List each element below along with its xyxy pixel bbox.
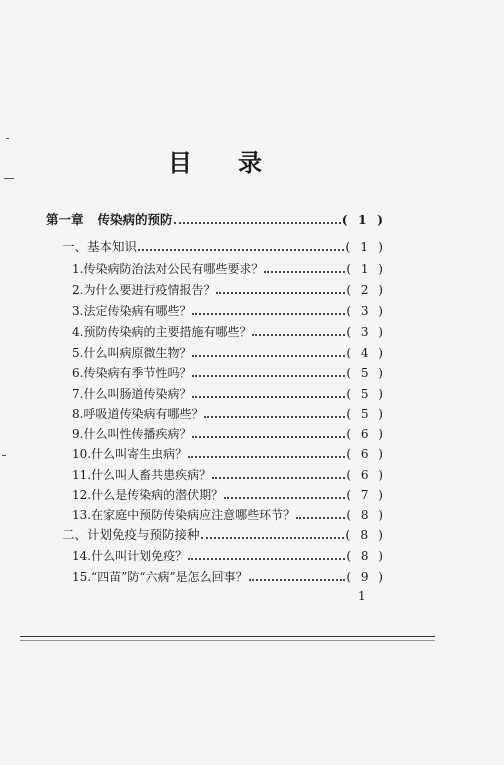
item-title: 9.什么叫性传播疾病？ (72, 427, 192, 441)
item-title: 11.什么叫人畜共患疾病？ (72, 468, 212, 482)
toc-section-2 (62, 526, 386, 544)
chapter-title: 传染病的预防 (97, 212, 173, 227)
section-title: 二、计划免疫与预防接种 (62, 527, 200, 542)
dot-leader (224, 486, 345, 499)
toc-item (72, 506, 386, 524)
item-title: 4.预防传染病的主要措施有哪些？ (72, 325, 252, 339)
dot-leader (201, 526, 345, 539)
item-title: 8.呼吸道传染病有哪些？ (72, 407, 204, 421)
bottom-rule (20, 636, 435, 637)
item-title: 5.什么叫病原微生物？ (72, 346, 192, 360)
item-page: ( 6 ) (346, 447, 386, 461)
item-title: 1.传染病防治法对公民有哪些要求？ (72, 262, 264, 276)
item-page: ( 6 ) (346, 427, 386, 441)
toc-item (72, 425, 386, 443)
item-title: 14.什么叫计划免疫？ (72, 549, 188, 563)
item-page: ( 3 ) (346, 325, 386, 339)
toc-item (72, 466, 386, 484)
toc-item (72, 385, 386, 403)
dot-leader (249, 568, 346, 581)
dot-leader (252, 323, 345, 336)
item-title: 3.法定传染病有哪些？ (72, 304, 192, 318)
scan-mark (2, 455, 6, 456)
toc-item (72, 323, 386, 341)
item-page: ( 8 ) (346, 549, 386, 563)
item-title: 13.在家庭中预防传染病应注意哪些环节？ (72, 508, 296, 522)
dot-leader (216, 281, 345, 294)
item-page: ( 4 ) (346, 346, 386, 360)
item-page: ( 1 ) (346, 262, 386, 276)
toc-section-1 (62, 238, 386, 256)
toc-item (72, 260, 386, 278)
dot-leader (296, 506, 345, 519)
dot-leader (188, 547, 345, 560)
dot-leader (192, 425, 345, 438)
item-title: 15.“四苗”防“六病”是怎么回事？ (72, 570, 248, 584)
item-title: 7.什么叫肠道传染病？ (72, 387, 192, 401)
toc-item (72, 302, 386, 320)
item-page: ( 7 ) (346, 488, 386, 502)
item-title: 10.什么叫寄生虫病？ (72, 447, 188, 461)
dot-leader (138, 238, 344, 251)
item-title: 6.传染病有季节性吗？ (72, 366, 192, 380)
dot-leader (174, 211, 341, 224)
item-page: ( 5 ) (346, 407, 386, 421)
title-char-2: 录 (238, 148, 262, 177)
toc-item (72, 568, 386, 586)
item-page: ( 2 ) (346, 283, 386, 297)
dot-leader (192, 385, 345, 398)
item-page: ( 9 ) (346, 570, 386, 584)
item-title: 2.为什么要进行疫情报告？ (72, 283, 216, 297)
item-page: ( 6 ) (346, 468, 386, 482)
page-number: 1 (358, 589, 366, 603)
dot-leader (188, 445, 345, 458)
toc-item (72, 281, 386, 299)
dot-leader (264, 260, 345, 273)
item-page: ( 5 ) (346, 387, 386, 401)
item-page: ( 5 ) (346, 366, 386, 380)
title-char-1: 目 (168, 148, 192, 177)
scan-mark (4, 178, 14, 179)
toc-chapter-1 (46, 211, 386, 229)
item-page: ( 8 ) (346, 508, 386, 522)
toc-item (72, 486, 386, 504)
toc-item (72, 364, 386, 382)
item-title: 12.什么是传染病的潜伏期？ (72, 488, 224, 502)
section-title: 一、基本知识 (62, 239, 138, 254)
toc-item (72, 547, 386, 565)
dot-leader (192, 344, 345, 357)
chapter-page: ( 1 ) (341, 212, 386, 227)
bottom-rule-shadow (20, 640, 435, 641)
dot-leader (204, 405, 345, 418)
toc-item (72, 445, 386, 463)
scan-mark (6, 138, 9, 139)
section-page: ( 1 ) (345, 239, 386, 254)
dot-leader (212, 466, 345, 479)
dot-leader (192, 302, 345, 315)
toc-item (72, 405, 386, 423)
toc-item (72, 344, 386, 362)
item-page: ( 3 ) (346, 304, 386, 318)
section-page: ( 8 ) (345, 527, 386, 542)
dot-leader (192, 364, 345, 377)
chapter-label: 第一章 (46, 212, 84, 227)
